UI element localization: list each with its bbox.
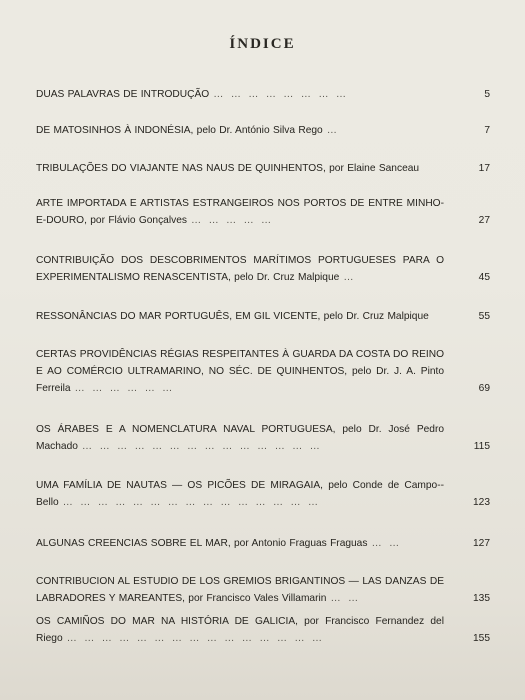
toc-entry-text: CONTRIBUCION AL ESTUDIO DE LOS GREMIOS BRIGANTINOS — LAS DANZAS DE LABRADORES Y MAREANTES, por Francisco Vales Villamarin … … bbox=[36, 576, 444, 604]
toc-entry bbox=[36, 195, 490, 229]
toc-page-number: 45 bbox=[478, 272, 490, 283]
toc-entry-text: CERTAS PROVIDÊNCIAS RÉGIAS RESPEITANTES À GUARDA DA COSTA DO REINO E AO COMÉRCIO ULTRAMARINO, NO SÉC. DE QUINHENTOS, pelo Dr. J. A. Pinto Ferreila … … … … … … bbox=[36, 349, 444, 394]
toc-page-number: 155 bbox=[473, 633, 490, 644]
toc-page-number: 7 bbox=[484, 125, 490, 136]
toc-entry bbox=[36, 573, 490, 607]
toc-page-number: 5 bbox=[484, 89, 490, 100]
toc-page-number: 69 bbox=[478, 383, 490, 394]
toc-entry bbox=[36, 613, 490, 647]
toc-page-number: 115 bbox=[473, 441, 490, 452]
toc-entry-text: CONTRIBUIÇÃO DOS DESCOBRIMENTOS MARÍTIMOS PORTUGUESES PARA O EXPERIMENTALISMO RENASCENTISTA, pelo Dr. Cruz Malpique … bbox=[36, 255, 444, 283]
toc-entry bbox=[36, 86, 490, 103]
toc-entry-text: TRIBULAÇÕES DO VIAJANTE NAS NAUS DE QUINHENTOS, por Elaine Sanceau bbox=[36, 163, 420, 174]
toc-entry-text: DE MATOSINHOS À INDONÉSIA, pelo Dr. António Silva Rego … bbox=[36, 125, 339, 136]
toc-entry bbox=[36, 346, 490, 397]
toc-page-number: 55 bbox=[478, 311, 490, 322]
toc-entry bbox=[36, 122, 490, 139]
toc-page-number: 135 bbox=[473, 593, 490, 604]
toc-entry-text: DUAS PALAVRAS DE INTRODUÇÃO … … … … … … … … bbox=[36, 89, 349, 100]
toc-entry-text: ALGUNAS CREENCIAS SOBRE EL MAR, por Antonio Fraguas Fraguas … … bbox=[36, 538, 402, 549]
toc-entry-text: OS CAMIÑOS DO MAR NA HISTÓRIA DE GALICIA, por Francisco Fernandez del Riego … … … … … … … … … … … … … … … bbox=[36, 616, 444, 644]
toc-entry-text: RESSONÂNCIAS DO MAR PORTUGUÊS, EM GIL VICENTE, pelo Dr. Cruz Malpique bbox=[36, 311, 429, 322]
toc-entry-text: OS ÁRABES E A NOMENCLATURA NAVAL PORTUGUESA, pelo Dr. José Pedro Machado … … … … … … … … … … … … … … bbox=[36, 424, 444, 452]
toc-page-number: 127 bbox=[473, 538, 490, 549]
toc-entry bbox=[36, 421, 490, 455]
toc-entry bbox=[36, 252, 490, 286]
toc-page-number: 17 bbox=[478, 163, 490, 174]
toc-entry-text: UMA FAMÍLIA DE NAUTAS — OS PICÕES DE MIRAGAIA, pelo Conde de Campo--Bello … … … … … … … … … … … … … … … bbox=[36, 480, 444, 508]
toc-entry bbox=[36, 477, 490, 511]
page-title: ÍNDICE bbox=[229, 36, 296, 52]
toc-page-number: 27 bbox=[478, 215, 490, 226]
toc-entry bbox=[36, 308, 490, 325]
toc-entry bbox=[36, 535, 490, 552]
toc-entry bbox=[36, 160, 490, 177]
toc-entry-text: ARTE IMPORTADA E ARTISTAS ESTRANGEIROS NOS PORTOS DE ENTRE MINHO-E-DOURO, por Flávio Gonçalves … … … … … bbox=[36, 198, 444, 226]
toc-page-number: 123 bbox=[473, 497, 490, 508]
